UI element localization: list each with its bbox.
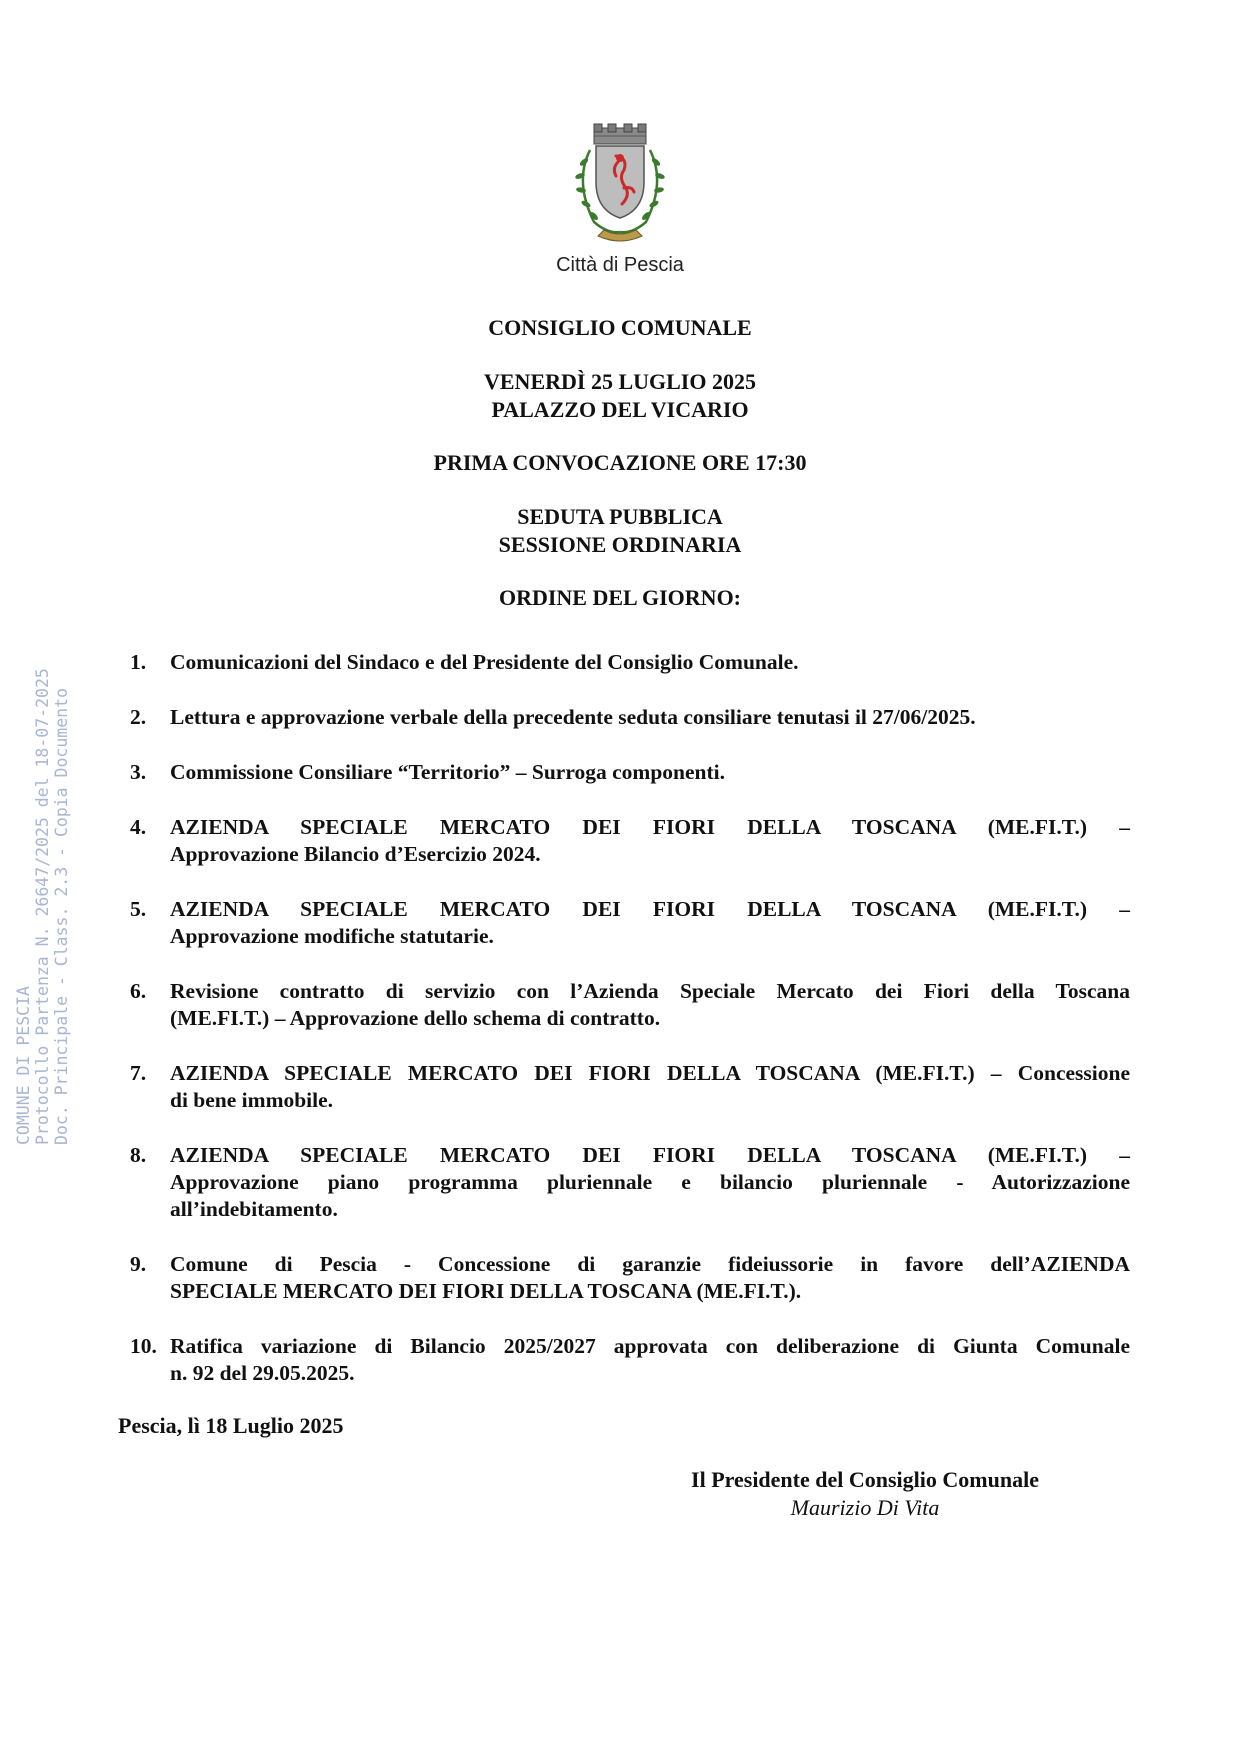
signature-block — [655, 1466, 1075, 1522]
agenda-item-line-2: (ME.FI.T.) – Approvazione dello schema di contratto. — [170, 1006, 661, 1030]
agenda-item — [130, 1060, 1130, 1114]
session-info — [320, 503, 920, 559]
agenda-item-number: 1. — [130, 650, 147, 674]
agenda-item-text: Lettura e approvazione verbale della precedente seduta consiliare tenutasi il 27/06/2025. — [170, 705, 976, 729]
meeting-venue: PALAZZO DEL VICARIO — [491, 397, 749, 422]
agenda-item-number: 6. — [130, 979, 147, 1003]
signatory-name: Maurizio Di Vita — [790, 1495, 940, 1520]
meeting-date-venue — [320, 368, 920, 424]
agenda-item — [130, 704, 1130, 731]
agenda-item-line-2: SPECIALE MERCATO DEI FIORI DELLA TOSCANA (ME.FI.T.). — [170, 1279, 802, 1303]
agenda-item-number: 7. — [130, 1061, 147, 1085]
protocol-stamp-line-2: Protocollo Partenza N. 26647/2025 del 18-07-2025 — [33, 668, 52, 1145]
protocol-stamp — [14, 668, 71, 1145]
agenda-item-number: 9. — [130, 1252, 147, 1276]
protocol-stamp-line-3: Doc. Principale - Class. 2.3 - Copia Documento — [52, 688, 71, 1145]
agenda-list — [130, 649, 1130, 1415]
agenda-item-number: 5. — [130, 897, 147, 921]
agenda-item — [130, 1251, 1130, 1305]
protocol-stamp-line-1: COMUNE DI PESCIA — [14, 986, 33, 1145]
agenda-item-line-1: Ratifica variazione di Bilancio 2025/2027 approvata con deliberazione di Giunta Comunale — [170, 1334, 1130, 1358]
agenda-item-line-2: di bene immobile. — [170, 1088, 334, 1112]
agenda-item-line-1: AZIENDA SPECIALE MERCATO DEI FIORI DELLA TOSCANA (ME.FI.T.) – — [170, 815, 1130, 839]
agenda-item-text: Comunicazioni del Sindaco e del Presidente del Consiglio Comunale. — [170, 650, 799, 674]
logo-caption: Città di Pescia — [556, 254, 684, 276]
agenda-heading: ORDINE DEL GIORNO: — [498, 585, 742, 610]
agenda-item-line-1: AZIENDA SPECIALE MERCATO DEI FIORI DELLA TOSCANA (ME.FI.T.) – Concessione — [170, 1061, 1130, 1085]
agenda-item — [130, 759, 1130, 786]
signatory-role: Il Presidente del Consiglio Comunale — [691, 1467, 1039, 1492]
convocation-time: PRIMA CONVOCAZIONE ORE 17:30 — [433, 450, 807, 475]
agenda-item-number: 3. — [130, 760, 147, 784]
council-title: CONSIGLIO COMUNALE — [488, 315, 752, 340]
meeting-date: VENERDÌ 25 LUGLIO 2025 — [484, 369, 756, 394]
agenda-item — [130, 1142, 1130, 1223]
agenda-item — [130, 814, 1130, 868]
agenda-item — [130, 649, 1130, 676]
agenda-item-number: 4. — [130, 815, 147, 839]
agenda-item-line-2: Approvazione Bilancio d’Esercizio 2024. — [170, 842, 541, 866]
agenda-item-line-2: Approvazione piano programma pluriennale e bilancio pluriennale - Autorizzazione — [170, 1170, 1130, 1194]
agenda-item — [130, 978, 1130, 1032]
coat-of-arms-icon — [560, 122, 680, 252]
session-type: SEDUTA PUBBLICA — [517, 504, 723, 529]
agenda-item — [130, 896, 1130, 950]
agenda-item-line-2: Approvazione modifiche statutarie. — [170, 924, 494, 948]
session-kind: SESSIONE ORDINARIA — [498, 532, 742, 557]
agenda-item-line-1: Comune di Pescia - Concessione di garanzie fideiussorie in favore dell’AZIENDA — [170, 1252, 1130, 1276]
agenda-item-line-1: AZIENDA SPECIALE MERCATO DEI FIORI DELLA TOSCANA (ME.FI.T.) – — [170, 1143, 1130, 1167]
agenda-item-number: 2. — [130, 705, 147, 729]
agenda-item-number: 10. — [130, 1334, 157, 1358]
agenda-item-line-1: Revisione contratto di servizio con l’Azienda Speciale Mercato dei Fiori della Toscana — [170, 979, 1130, 1003]
agenda-item-line-1: AZIENDA SPECIALE MERCATO DEI FIORI DELLA TOSCANA (ME.FI.T.) – — [170, 897, 1130, 921]
agenda-item-number: 8. — [130, 1143, 147, 1167]
agenda-item-line-3: all’indebitamento. — [170, 1197, 338, 1221]
agenda-item — [130, 1333, 1130, 1387]
place-date: Pescia, lì 18 Luglio 2025 — [118, 1413, 344, 1438]
agenda-item-text: Commissione Consiliare “Territorio” – Surroga componenti. — [170, 760, 726, 784]
agenda-item-line-2: n. 92 del 29.05.2025. — [170, 1361, 355, 1385]
